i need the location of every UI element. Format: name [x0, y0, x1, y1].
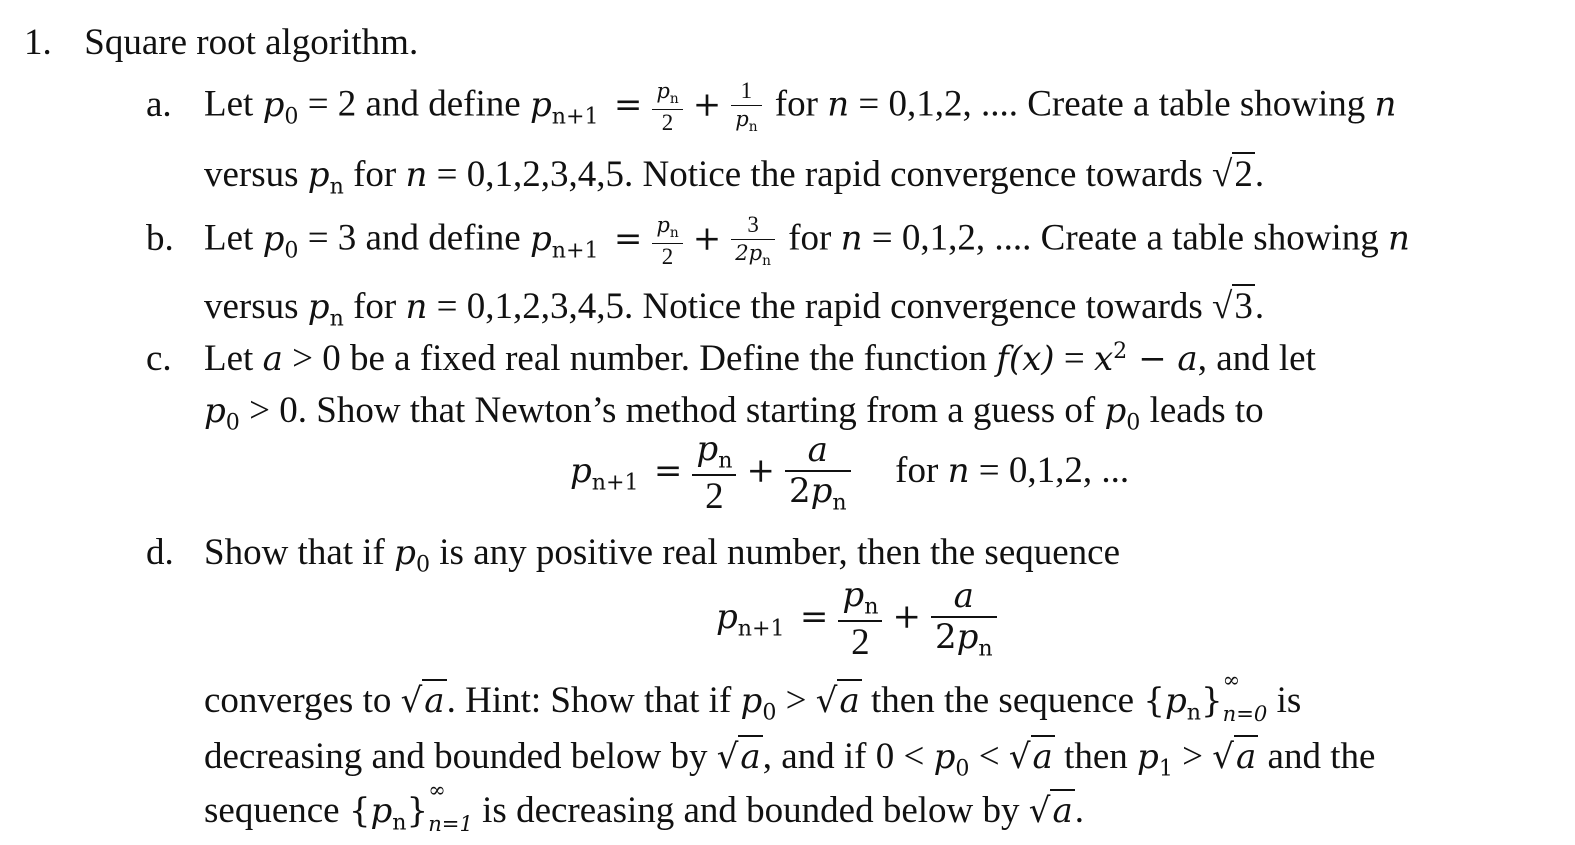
sqrt-a: √a: [1008, 737, 1053, 777]
equals-sign: =: [613, 218, 643, 259]
text: Create a table showing: [1040, 217, 1379, 259]
text: , and if 0 <: [762, 736, 925, 777]
text: = 0,1,2, ....: [858, 83, 1018, 125]
text: for: [774, 83, 818, 125]
math-p0: $p_0$: [204, 391, 240, 436]
sqrt-a: √a: [1212, 737, 1257, 777]
sequence-pn-from-0: $\{p_n\}$ ∞ n=0: [1143, 666, 1268, 727]
math-n: n: [947, 450, 970, 491]
text: Let: [204, 338, 254, 380]
text: = 0,1,2,3,4,5. Notice the rapid convergence towards: [436, 154, 1203, 195]
math-a: a: [262, 339, 283, 380]
problem-number: 1.: [24, 22, 52, 63]
math-pn1: $p_{n+1}$: [570, 450, 639, 496]
text: is: [1276, 680, 1302, 721]
text: versus: [204, 154, 299, 195]
fraction-pn-over-2: $\frac{p_n}{2}$: [838, 578, 882, 661]
fraction-a-over-2pn: $\frac{a}{2p_n}$: [785, 433, 851, 513]
sequence-pn-from-1: $\{p_n\}$ ∞ n=1: [348, 776, 473, 837]
math-n: n: [1387, 218, 1410, 259]
math-p1: $p_1$: [1137, 737, 1173, 782]
equals-sign: =: [799, 596, 829, 637]
math-p0: $p_0$: [262, 84, 299, 130]
math-x-squared-minus-a: $x^2 - a$: [1093, 338, 1198, 380]
sqrt-a: √a: [1028, 791, 1073, 831]
math-fx: f(x): [996, 339, 1055, 380]
sqrt-a: √a: [815, 681, 860, 721]
text: then: [1064, 736, 1128, 777]
sqrt-a: √a: [400, 681, 445, 721]
sqrt-symbol: √2: [1212, 154, 1253, 195]
part-d-line3: [204, 738, 1375, 780]
math-n: n: [1374, 84, 1397, 125]
math-pn1: $p_{n+1}$: [529, 84, 599, 130]
text: > 0. Show that Newton’s method starting from a guess of: [249, 390, 1096, 431]
text: . Hint: Show that if: [446, 680, 732, 721]
plus-sign: +: [692, 218, 722, 259]
math-p0: $p_0$: [1104, 391, 1141, 436]
math-p0: $p_0$: [394, 533, 431, 578]
math-n: n: [405, 287, 428, 327]
text: for: [788, 217, 832, 259]
problem-title: Square root algorithm.: [84, 22, 419, 63]
text: decreasing and bounded below by: [204, 736, 708, 777]
math-n: n: [405, 155, 428, 195]
math-n: n: [840, 218, 863, 259]
text: for: [353, 286, 397, 327]
part-d-line4: sequence $\{p_n\}$ ∞ n=1 is decreasing and bounded below by √a.: [204, 776, 1085, 837]
text: >: [1182, 736, 1204, 777]
math-pn1: $p_{n+1}$: [716, 596, 785, 642]
part-b-line2: versus $p_n$ for n = 0,1,2,3,4,5. Notice the rapid convergence towards √3.: [204, 286, 1265, 332]
text: = 2 and define: [307, 83, 521, 125]
fraction-3-over-2pn: $\frac{3}{2p_n}$: [731, 214, 775, 268]
part-a-line1: [146, 80, 1396, 134]
text: =: [1063, 338, 1094, 380]
text: converges to: [204, 680, 392, 721]
text: = 3 and define: [307, 217, 521, 259]
text: = 0,1,2, ....: [871, 217, 1032, 259]
math-n: n: [827, 84, 850, 125]
part-d-formula: [716, 575, 1001, 663]
fraction-pn-over-2: $\frac{p_n}{2}$: [652, 214, 682, 268]
text: <: [978, 736, 1000, 777]
text: is any positive real number, then the sequence: [439, 532, 1121, 573]
text: is decreasing and bounded below by: [482, 790, 1020, 831]
part-a-line2: versus $p_n$ for n = 0,1,2,3,4,5. Notice the rapid convergence towards √2.: [204, 154, 1265, 200]
text: Let: [204, 83, 254, 125]
part-c-line1: [146, 338, 1316, 380]
plus-sign: +: [892, 596, 921, 637]
text: for: [895, 449, 939, 491]
part-d-label: d.: [146, 532, 174, 573]
math-pn: $p_n$: [307, 155, 344, 200]
math-p0: $p_0$: [933, 737, 970, 782]
fraction-pn-over-2: $\frac{p_n}{2}$: [692, 432, 736, 515]
equals-sign: =: [613, 84, 643, 125]
sqrt-symbol: √3: [1212, 286, 1253, 327]
text: sequence: [204, 790, 340, 831]
part-d-line2: [204, 666, 1302, 727]
text: Create a table showing: [1027, 83, 1366, 125]
text: >: [785, 680, 807, 721]
sqrt-a: √a: [716, 737, 761, 777]
text: versus: [204, 286, 299, 327]
part-a-label: a.: [146, 83, 172, 125]
text: = 0,1,2, ...: [978, 449, 1130, 491]
math-p0: $p_0$: [262, 218, 299, 264]
problem-header: [24, 24, 418, 61]
fraction-1-over-pn: $\frac{1}{p_n}$: [731, 80, 761, 134]
fraction-pn-over-2: $\frac{p_n}{2}$: [652, 80, 682, 134]
text: > 0 be a fixed real number. Define the function: [292, 338, 987, 380]
text: then the sequence: [871, 680, 1135, 721]
plus-sign: +: [692, 84, 722, 125]
text: leads to: [1149, 390, 1264, 431]
text: and the: [1267, 736, 1376, 777]
part-d-line1: [146, 534, 1120, 576]
text: = 0,1,2,3,4,5. Notice the rapid convergence towards: [436, 286, 1203, 327]
text: , and let: [1197, 338, 1316, 380]
part-c-line2: [204, 392, 1264, 434]
text: Show that if: [204, 532, 385, 573]
equals-sign: =: [653, 450, 683, 491]
plus-sign: +: [746, 450, 775, 491]
part-c-label: c.: [146, 338, 172, 380]
text: for: [353, 154, 397, 195]
part-c-formula: [570, 429, 1130, 517]
part-b-line1: [146, 214, 1410, 268]
math-p0: $p_0$: [740, 681, 777, 726]
part-b-label: b.: [146, 217, 174, 259]
math-pn: $p_n$: [307, 287, 344, 332]
math-pn1: $p_{n+1}$: [529, 218, 599, 264]
fraction-a-over-2pn: $\frac{a}{2p_n}$: [931, 579, 997, 659]
text: Let: [204, 217, 254, 259]
